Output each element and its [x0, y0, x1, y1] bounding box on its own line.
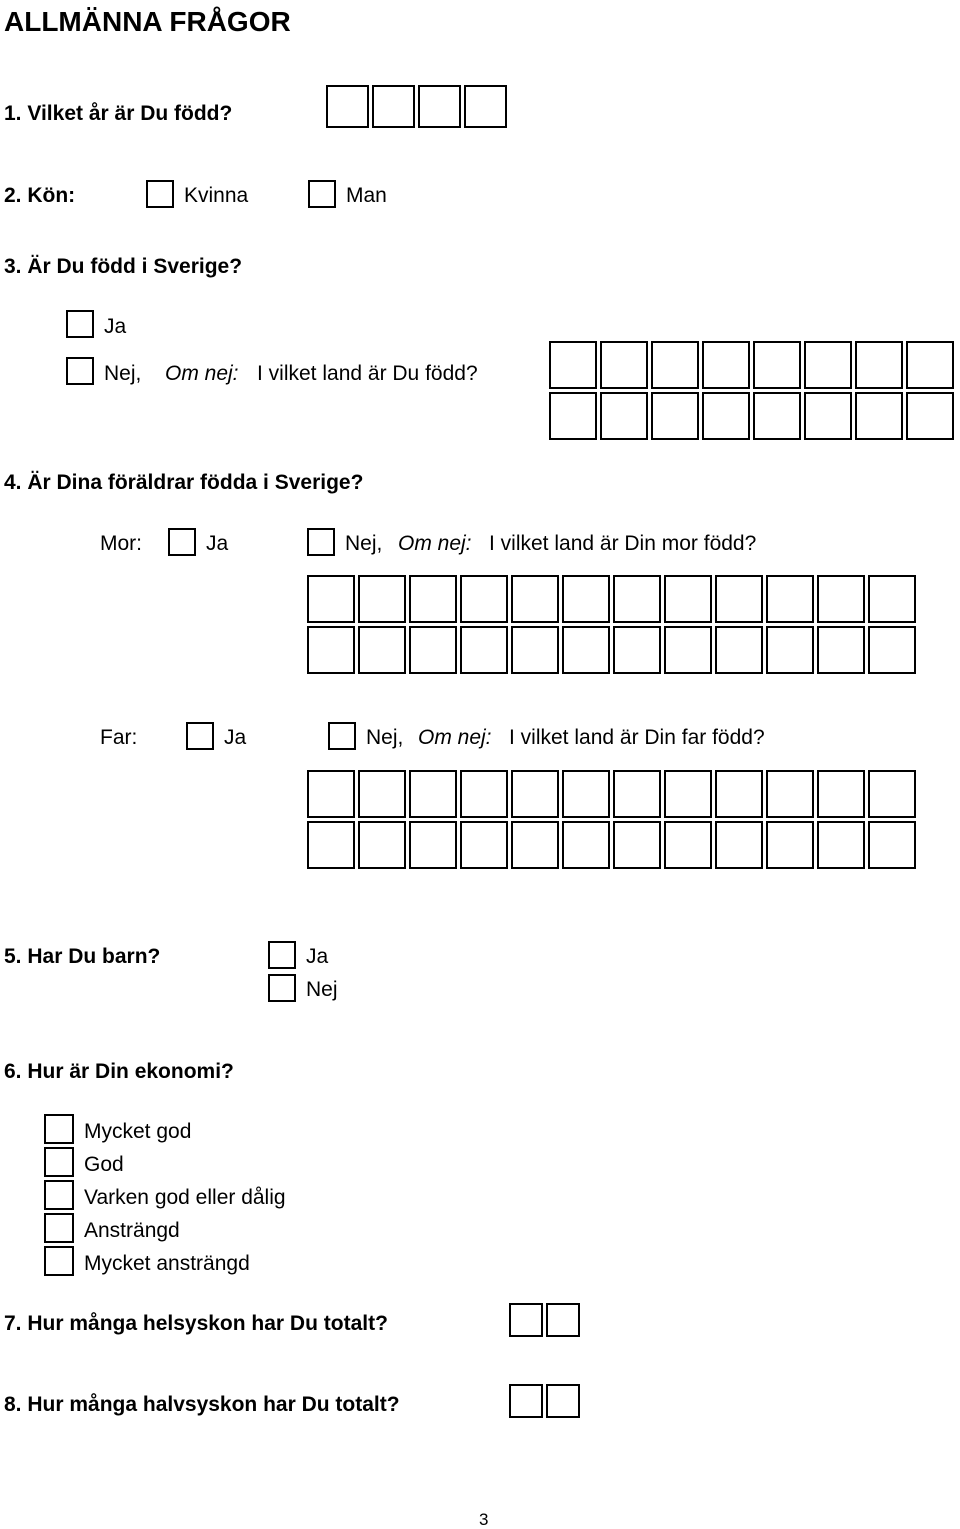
mother-country-char-box[interactable] [715, 626, 763, 674]
question-4-label: 4. Är Dina föräldrar födda i Sverige? [4, 471, 364, 494]
mother-country-char-box[interactable] [358, 626, 406, 674]
father-country-char-box[interactable] [460, 770, 508, 818]
mother-yes-checkbox[interactable] [168, 528, 196, 556]
birth-year-digit-box[interactable] [418, 85, 461, 128]
father-country-char-box[interactable] [409, 821, 457, 869]
mother-yes-label: Ja [206, 532, 229, 555]
mother-country-char-box[interactable] [307, 626, 355, 674]
father-country-char-box[interactable] [715, 770, 763, 818]
gender-male-checkbox[interactable] [308, 180, 336, 208]
father-country-char-box[interactable] [868, 770, 916, 818]
has-children-no-label: Nej [306, 978, 338, 1001]
full-siblings-digit-box[interactable] [509, 1303, 543, 1337]
mother-country-char-box[interactable] [460, 575, 508, 623]
father-yes-checkbox[interactable] [186, 722, 214, 750]
economy-option-label: Varken god eller dålig [84, 1186, 286, 1209]
mother-country-char-box[interactable] [715, 575, 763, 623]
father-country-char-box[interactable] [511, 770, 559, 818]
mother-country-char-box[interactable] [409, 575, 457, 623]
economy-option-label: Mycket ansträngd [84, 1252, 250, 1275]
birth-country-char-box[interactable] [753, 392, 801, 440]
father-country-char-box[interactable] [715, 821, 763, 869]
mother-country-char-box[interactable] [766, 575, 814, 623]
father-if-no-label: Om nej: [418, 726, 492, 749]
mother-country-char-box[interactable] [817, 575, 865, 623]
father-country-char-box[interactable] [511, 821, 559, 869]
birth-country-char-box[interactable] [906, 341, 954, 389]
mother-country-char-box[interactable] [664, 575, 712, 623]
mother-country-char-box[interactable] [562, 575, 610, 623]
mother-country-char-box[interactable] [307, 575, 355, 623]
question-1-label: 1. Vilket år är Du född? [4, 102, 233, 125]
birth-country-char-box[interactable] [804, 341, 852, 389]
birth-country-char-box[interactable] [549, 341, 597, 389]
mother-country-char-box[interactable] [460, 626, 508, 674]
father-country-char-box[interactable] [868, 821, 916, 869]
father-country-char-box[interactable] [307, 821, 355, 869]
father-country-char-box[interactable] [460, 821, 508, 869]
father-country-char-box[interactable] [766, 770, 814, 818]
mother-country-char-box[interactable] [868, 575, 916, 623]
gender-female-checkbox[interactable] [146, 180, 174, 208]
mother-country-char-box[interactable] [613, 575, 661, 623]
mother-country-char-box[interactable] [613, 626, 661, 674]
father-yes-label: Ja [224, 726, 247, 749]
birth-year-boxes [326, 85, 507, 128]
economy-option-checkbox[interactable] [44, 1147, 74, 1177]
question-3-label: 3. Är Du född i Sverige? [4, 255, 243, 278]
birth-country-char-box[interactable] [702, 341, 750, 389]
birth-country-prompt: I vilket land är Du född? [257, 362, 478, 385]
father-country-char-box[interactable] [307, 770, 355, 818]
father-country-char-box[interactable] [664, 770, 712, 818]
mother-country-char-box[interactable] [868, 626, 916, 674]
father-country-char-box[interactable] [358, 821, 406, 869]
economy-option-checkbox[interactable] [44, 1246, 74, 1276]
father-country-char-box[interactable] [766, 821, 814, 869]
mother-country-char-box[interactable] [562, 626, 610, 674]
father-country-prompt: I vilket land är Din far född? [509, 726, 765, 749]
born-sweden-yes-checkbox[interactable] [66, 310, 94, 338]
father-no-label: Nej, [366, 726, 404, 749]
mother-country-char-box[interactable] [511, 575, 559, 623]
has-children-yes-label: Ja [306, 945, 329, 968]
has-children-no-checkbox[interactable] [268, 974, 296, 1002]
full-siblings-boxes [509, 1303, 580, 1337]
page-title: ALLMÄNNA FRÅGOR [4, 6, 291, 37]
birth-year-digit-box[interactable] [372, 85, 415, 128]
mother-label: Mor: [100, 532, 142, 555]
father-country-char-box[interactable] [613, 821, 661, 869]
mother-country-boxes [307, 575, 916, 674]
economy-option-checkbox[interactable] [44, 1213, 74, 1243]
father-country-char-box[interactable] [562, 770, 610, 818]
mother-country-char-box[interactable] [817, 626, 865, 674]
question-6-label: 6. Hur är Din ekonomi? [4, 1060, 234, 1083]
birth-year-digit-box[interactable] [326, 85, 369, 128]
birth-country-char-box[interactable] [651, 341, 699, 389]
father-country-char-box[interactable] [613, 770, 661, 818]
birth-country-char-box[interactable] [804, 392, 852, 440]
economy-option-label: Mycket god [84, 1120, 192, 1143]
father-country-boxes [307, 770, 916, 869]
birth-country-char-box[interactable] [906, 392, 954, 440]
mother-country-char-box[interactable] [409, 626, 457, 674]
born-sweden-no-checkbox[interactable] [66, 357, 94, 385]
page-number: 3 [479, 1510, 489, 1529]
mother-if-no-label: Om nej: [398, 532, 472, 555]
half-siblings-digit-box[interactable] [546, 1384, 580, 1418]
birth-year-digit-box[interactable] [464, 85, 507, 128]
father-country-char-box[interactable] [817, 821, 865, 869]
father-no-checkbox[interactable] [328, 722, 356, 750]
birth-country-char-box[interactable] [549, 392, 597, 440]
father-country-char-box[interactable] [664, 821, 712, 869]
economy-option-label: Ansträngd [84, 1219, 180, 1242]
father-country-char-box[interactable] [817, 770, 865, 818]
mother-country-char-box[interactable] [664, 626, 712, 674]
full-siblings-digit-box[interactable] [546, 1303, 580, 1337]
father-label: Far: [100, 726, 138, 749]
economy-option-label: God [84, 1153, 124, 1176]
question-2-label: 2. Kön: [4, 184, 76, 207]
mother-country-prompt: I vilket land är Din mor född? [489, 532, 757, 555]
mother-country-char-box[interactable] [511, 626, 559, 674]
question-5-label: 5. Har Du barn? [4, 945, 161, 968]
mother-country-char-box[interactable] [358, 575, 406, 623]
birth-country-char-box[interactable] [855, 341, 903, 389]
born-sweden-no-label: Nej, [104, 362, 142, 385]
mother-country-char-box[interactable] [766, 626, 814, 674]
birth-country-char-box[interactable] [855, 392, 903, 440]
father-country-char-box[interactable] [358, 770, 406, 818]
birth-country-char-box[interactable] [702, 392, 750, 440]
mother-no-checkbox[interactable] [307, 528, 335, 556]
birth-country-char-box[interactable] [600, 392, 648, 440]
birth-country-char-box[interactable] [753, 341, 801, 389]
gender-male-label: Man [346, 184, 387, 207]
father-country-char-box[interactable] [562, 821, 610, 869]
half-siblings-boxes [509, 1384, 580, 1418]
birth-country-char-box[interactable] [651, 392, 699, 440]
half-siblings-digit-box[interactable] [509, 1384, 543, 1418]
has-children-yes-checkbox[interactable] [268, 941, 296, 969]
question-7-label: 7. Hur många helsyskon har Du totalt? [4, 1312, 388, 1335]
mother-no-label: Nej, [345, 532, 383, 555]
born-sweden-yes-label: Ja [104, 315, 127, 338]
economy-option-checkbox[interactable] [44, 1180, 74, 1210]
question-8-label: 8. Hur många halvsyskon har Du totalt? [4, 1393, 400, 1416]
birth-country-char-box[interactable] [600, 341, 648, 389]
father-country-char-box[interactable] [409, 770, 457, 818]
birth-country-boxes [549, 341, 954, 440]
if-no-label: Om nej: [165, 362, 239, 385]
economy-option-checkbox[interactable] [44, 1114, 74, 1144]
gender-female-label: Kvinna [184, 184, 249, 207]
